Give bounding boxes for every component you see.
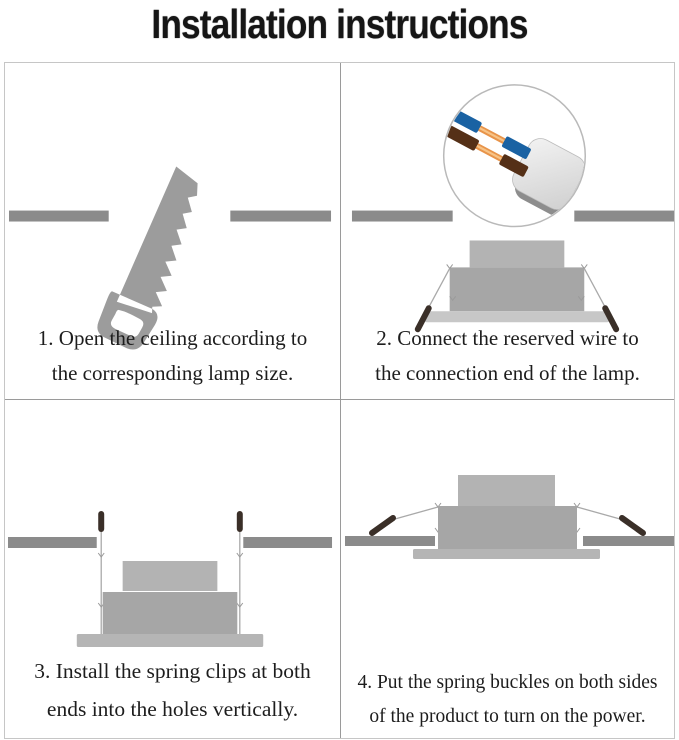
caption-step-2 <box>341 321 674 391</box>
page-title: Installation instructions <box>151 0 528 47</box>
ceiling-bar-right <box>574 211 674 222</box>
ceiling-bar-left <box>8 537 97 548</box>
lamp-body <box>438 506 577 549</box>
caption-step-1 <box>5 321 340 391</box>
caption-step-1-line-1: 1. Open the ceiling according to <box>37 326 308 350</box>
caption-step-4-line-2: of the product to turn on the power. <box>369 706 646 727</box>
ceiling-bar-left <box>352 211 453 222</box>
lamp-body <box>103 592 238 634</box>
ceiling-bar-right <box>583 536 674 546</box>
ceiling-bar-right <box>230 211 331 222</box>
panel-step-3 <box>5 400 341 738</box>
lamp-driver-box <box>470 240 565 267</box>
lamp-driver-box <box>458 475 555 506</box>
spring-wire-right <box>577 507 620 519</box>
panel-step-1 <box>5 63 341 400</box>
panel-step-4 <box>341 400 674 738</box>
panel-step-2 <box>341 63 674 400</box>
spring-buckle-right <box>622 518 643 533</box>
downlight-lamp <box>418 240 616 329</box>
spring-wire-left <box>429 268 450 307</box>
caption-step-1-line-2: the corresponding lamp size. <box>51 361 294 385</box>
ceiling-bar-right <box>243 537 332 548</box>
lamp-flange <box>413 549 600 559</box>
spring-wire-right <box>584 268 605 307</box>
caption-step-2-line-1: 2. Connect the reserved wire to <box>376 326 639 350</box>
lamp-body <box>450 267 585 311</box>
ceiling-bar-left <box>9 211 109 222</box>
caption-step-3 <box>5 652 340 728</box>
downlight-lamp <box>77 561 263 647</box>
caption-step-2-line-2: the connection end of the lamp. <box>375 361 640 385</box>
spring-buckle-left <box>372 518 393 533</box>
lamp-flange <box>77 634 263 647</box>
instruction-grid <box>4 62 675 739</box>
caption-step-4 <box>341 666 674 734</box>
caption-step-4-line-1: 4. Put the spring buckles on both sides <box>357 672 658 693</box>
downlight-lamp <box>413 475 600 559</box>
caption-step-3-line-1: 3. Install the spring clips at both <box>34 659 311 683</box>
lamp-driver-box <box>123 561 218 591</box>
caption-step-3-line-2: ends into the holes vertically. <box>46 697 299 721</box>
spring-wire-left <box>395 507 438 519</box>
ceiling-bar-left <box>345 536 435 546</box>
